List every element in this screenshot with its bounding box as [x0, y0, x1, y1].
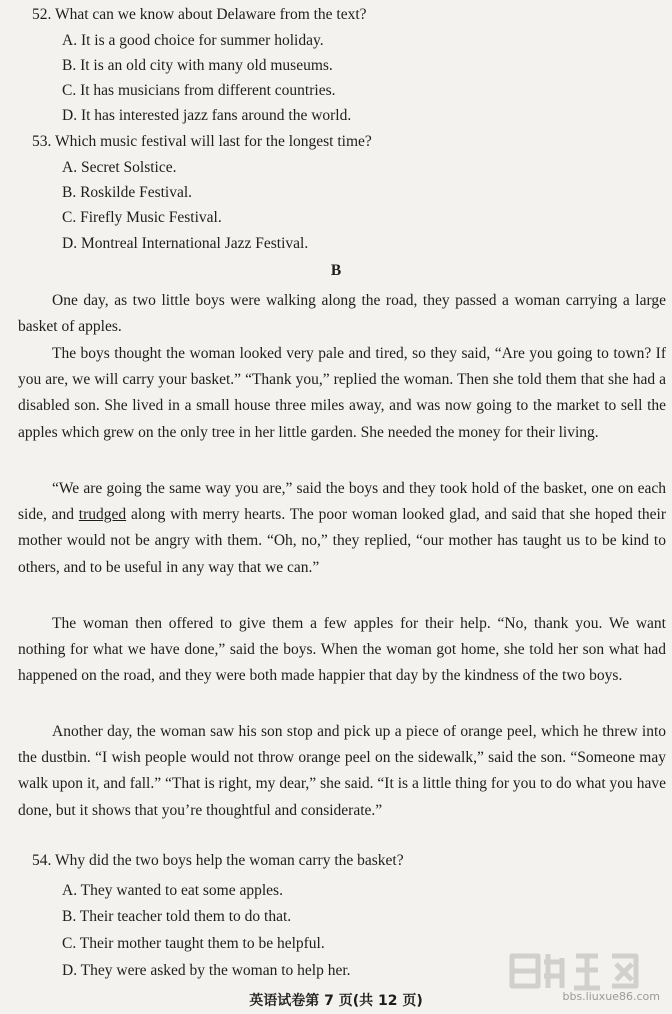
passage-p3-text-after: along with merry hearts. The poor woman looked glad, and said that she hoped their mother would not be angry with them. “Oh, no,” they replied, “our mother has taught us to be kind to others, and to be useful in any way that we can.”: [18, 506, 666, 576]
page-footer: 英语试卷第 7 页(共 12 页): [249, 993, 423, 1009]
passage-paragraph-1: One day, as two little boys were walking along the road, they passed a woman carrying a large basket of apples.: [18, 292, 666, 336]
q52-option-a: A. It is a good choice for summer holiday.: [62, 32, 324, 49]
passage-paragraph-2: The boys thought the woman looked very pale and tired, so they said, “Are you going to town? If you are, we will carry your basket.” “Thank you,” replied the woman. Then she told them that she had a disabled son. She lived in a small house three miles away, and was now going to the market to sell the apples which grew on the only tree in her little garden. She needed the money for their living.: [18, 345, 666, 441]
question-52: 52. What can we know about Delaware from the text?: [32, 6, 367, 23]
question-54: 54. Why did the two boys help the woman carry the basket?: [32, 852, 404, 869]
q53-option-d: D. Montreal International Jazz Festival.: [62, 235, 309, 252]
q53-option-a: A. Secret Solstice.: [62, 159, 177, 176]
question-53: 53. Which music festival will last for the longest time?: [32, 133, 372, 150]
underlined-word-trudged: trudged: [78, 506, 127, 524]
q52-option-d: D. It has interested jazz fans around the world.: [62, 107, 352, 124]
q53-option-c: C. Firefly Music Festival.: [62, 209, 222, 226]
q53-option-b: B. Roskilde Festival.: [62, 184, 193, 201]
watermark-url: bbs.liuxue86.com: [562, 990, 660, 1003]
passage-p3-text-before: “We are going the same way you are,” said the boys and they took hold of the basket, one on each side, and: [18, 480, 666, 524]
passage-paragraph-4: The woman then offered to give them a few apples for their help. “No, thank you. We want nothing for what we have done,” said the boys. When the woman got home, she told her son what had happened on the road, and they were both made happier that day by the kindness of the two boys.: [18, 615, 666, 685]
q54-option-a: A. They wanted to eat some apples.: [62, 882, 283, 899]
passage-paragraph-3: [18, 476, 666, 581]
q54-option-d: D. They were asked by the woman to help her.: [62, 962, 351, 979]
passage-paragraph-5: Another day, the woman saw his son stop and pick up a piece of orange peel, which he threw into the dustbin. “I wish people would not throw orange peel on the sidewalk,” said the son. “Someone may walk upon it, and fall.” “That is right, my dear,” she said. “It is a little thing for you to do what you have done, but it shows that you’re thoughtful and considerate.”: [18, 723, 666, 819]
q52-option-b: B. It is an old city with many old museums.: [62, 57, 333, 74]
q54-option-b: B. Their teacher told them to do that.: [62, 908, 292, 925]
q52-option-c: C. It has musicians from different countries.: [62, 82, 336, 99]
q54-option-c: C. Their mother taught them to be helpful.: [62, 935, 325, 952]
section-heading-b: B: [330, 262, 342, 279]
